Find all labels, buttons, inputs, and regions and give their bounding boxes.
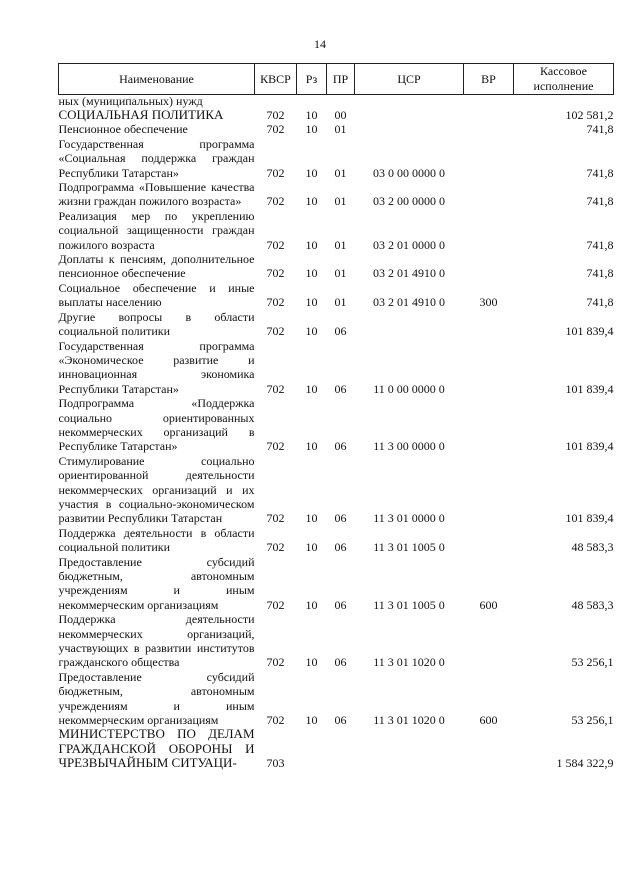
budget-table	[58, 63, 614, 771]
row-kvsr: 702	[266, 540, 285, 555]
row-pr: 01	[334, 165, 347, 180]
row-kvsr: 702	[266, 108, 285, 122]
row-pr: 00	[334, 108, 347, 122]
row-rz: 10	[305, 122, 318, 137]
row-rz: 10	[305, 655, 318, 670]
row-amount: 741,8	[586, 266, 614, 281]
row-amount: 101 839,4	[565, 324, 614, 339]
header-pr: ПР	[327, 64, 355, 95]
row-rz: 10	[305, 237, 318, 252]
row-vr	[464, 727, 514, 770]
row-rz: 10	[305, 540, 318, 555]
row-pr: 01	[334, 237, 347, 252]
row-kvsr: 702	[266, 324, 285, 339]
row-kvsr: 702	[266, 381, 285, 396]
row-name: Подпрограмма «Поддержка социально ориентированных некоммерческих организаций в Республике Татарстан»	[58, 396, 255, 454]
row-name: Реализация мер по укреплению социальной защищенности граждан пожилого возраста	[58, 208, 255, 252]
row-amount: 741,8	[586, 194, 614, 209]
row-kvsr: 702	[266, 237, 285, 252]
table-row	[59, 122, 614, 136]
table-row	[59, 555, 614, 613]
row-amount: 101 839,4	[565, 439, 614, 454]
row-pr: 06	[334, 439, 347, 454]
row-vr	[464, 95, 514, 109]
row-vr	[464, 396, 514, 454]
row-name: МИНИСТЕРСТВО ПО ДЕЛАМ ГРАЖДАНСКОЙ ОБОРОНЫ И ЧРЕЗВЫЧАЙНЫМ СИТУАЦИ-	[58, 726, 255, 771]
row-amount: 102 581,2	[565, 108, 614, 122]
row-rz: 10	[305, 194, 318, 209]
row-pr: 01	[334, 194, 347, 209]
row-amount: 101 839,4	[565, 511, 614, 526]
row-vr	[464, 310, 514, 339]
row-amount: 1 584 322,9	[556, 756, 614, 771]
row-name: Государственная программа «Социальная поддержка граждан Республики Татарстан»	[58, 136, 255, 180]
row-vr: 600	[479, 597, 498, 612]
row-kvsr: 702	[266, 194, 285, 209]
row-pr: 06	[334, 381, 347, 396]
row-amount: 101 839,4	[565, 381, 614, 396]
table-row	[59, 339, 614, 397]
row-pr: 01	[334, 266, 347, 281]
header-rz: Рз	[297, 64, 327, 95]
row-vr	[464, 180, 514, 209]
row-vr	[464, 108, 514, 122]
row-name: Государственная программа «Экономическое развитие и инновационная экономика Республики Татарстан»	[58, 338, 255, 396]
row-name: Предоставление субсидий бюджетным, автономным учреждениям и иным некоммерческим организациям	[58, 554, 255, 612]
table-row	[59, 454, 614, 526]
row-csr: 03 2 01 4910 0	[373, 295, 445, 310]
row-vr	[464, 339, 514, 397]
row-pr	[327, 727, 355, 770]
row-vr	[464, 454, 514, 526]
table-row	[59, 727, 614, 770]
row-pr: 06	[334, 713, 347, 728]
row-vr	[464, 122, 514, 136]
row-kvsr: 702	[266, 295, 285, 310]
row-amount: 741,8	[586, 122, 614, 137]
table-row	[59, 108, 614, 122]
row-name: Социальное обеспечение и иные выплаты населению	[58, 280, 255, 310]
row-amount: 741,8	[586, 295, 614, 310]
row-csr: 03 0 00 0000 0	[373, 165, 445, 180]
row-vr	[464, 526, 514, 555]
row-name: ных (муниципальных) нужд	[58, 94, 203, 108]
row-csr	[355, 95, 464, 109]
row-pr: 06	[334, 655, 347, 670]
header-kvsr: КВСР	[255, 64, 297, 95]
row-rz: 10	[305, 713, 318, 728]
row-rz: 10	[305, 597, 318, 612]
row-rz: 10	[305, 165, 318, 180]
row-vr: 600	[479, 713, 498, 728]
table-row	[59, 281, 614, 310]
row-pr	[327, 95, 355, 109]
row-rz: 10	[305, 439, 318, 454]
row-pr: 01	[334, 295, 347, 310]
row-name: Поддержка деятельности в области социальной политики	[58, 525, 255, 555]
row-amount: 741,8	[586, 237, 614, 252]
row-rz: 10	[305, 295, 318, 310]
row-csr	[355, 108, 464, 122]
table-row	[59, 95, 614, 109]
row-pr: 01	[334, 122, 347, 137]
header-name: Наименование	[59, 64, 255, 95]
row-pr: 06	[334, 324, 347, 339]
row-vr	[464, 252, 514, 281]
row-vr	[464, 137, 514, 180]
table-row	[59, 310, 614, 339]
row-csr: 03 2 00 0000 0	[373, 194, 445, 209]
row-csr: 11 3 01 1020 0	[373, 655, 445, 670]
row-kvsr: 702	[266, 122, 285, 137]
row-pr: 06	[334, 511, 347, 526]
row-amount	[514, 95, 614, 109]
row-name: Стимулирование социально ориентированной деятельности некоммерческих организаций и их участия в социально-экономическом развитии Республики Татарстан	[58, 453, 255, 526]
row-name: Подпрограмма «Повышение качества жизни граждан пожилого возраста»	[58, 180, 255, 209]
row-kvsr: 702	[266, 655, 285, 670]
row-csr	[355, 310, 464, 339]
row-rz	[297, 95, 327, 109]
row-rz	[297, 727, 327, 770]
table-row	[59, 252, 614, 281]
row-rz: 10	[305, 381, 318, 396]
table-row	[59, 396, 614, 454]
row-kvsr: 702	[266, 439, 285, 454]
row-csr: 11 3 01 1020 0	[373, 713, 445, 728]
row-vr	[464, 209, 514, 252]
row-name: Пенсионное обеспечение	[58, 122, 188, 137]
row-csr	[355, 727, 464, 770]
row-kvsr: 702	[266, 511, 285, 526]
row-kvsr	[255, 95, 297, 109]
row-amount: 48 583,3	[571, 540, 614, 555]
row-vr: 300	[479, 295, 498, 310]
row-kvsr: 702	[266, 597, 285, 612]
table-header-row	[59, 64, 614, 95]
row-amount: 53 256,1	[571, 713, 614, 728]
row-csr	[355, 122, 464, 136]
table-row	[59, 137, 614, 180]
page-number: 14	[314, 37, 326, 51]
table-row	[59, 209, 614, 252]
row-csr: 11 3 00 0000 0	[373, 439, 445, 454]
row-name: Поддержка деятельности некоммерческих организаций, участвующих в развитии институтов гражданского общества	[58, 612, 255, 670]
row-amount: 741,8	[586, 165, 614, 180]
table-row	[59, 612, 614, 670]
header-csr: ЦСР	[355, 64, 464, 95]
row-csr: 11 3 01 0000 0	[373, 511, 445, 526]
row-pr: 06	[334, 540, 347, 555]
row-csr: 03 2 01 0000 0	[373, 237, 445, 252]
row-kvsr: 702	[266, 165, 285, 180]
header-vr: ВР	[464, 64, 514, 95]
header-amount: Кассовое исполнение	[514, 64, 614, 95]
table-row	[59, 670, 614, 728]
row-csr: 11 0 00 0000 0	[373, 381, 445, 396]
row-kvsr: 702	[266, 266, 285, 281]
table-row	[59, 180, 614, 209]
row-rz: 10	[305, 324, 318, 339]
row-csr: 11 3 01 1005 0	[373, 597, 445, 612]
table-row	[59, 526, 614, 555]
row-kvsr: 703	[266, 756, 285, 771]
row-vr	[464, 612, 514, 670]
row-kvsr: 702	[266, 713, 285, 728]
row-amount: 48 583,3	[571, 597, 614, 612]
row-name: Доплаты к пенсиям, дополнительное пенсионное обеспечение	[58, 252, 255, 281]
row-name: СОЦИАЛЬНАЯ ПОЛИТИКА	[58, 107, 224, 122]
row-amount: 53 256,1	[571, 655, 614, 670]
row-name: Другие вопросы в области социальной политики	[58, 309, 255, 339]
row-rz: 10	[305, 108, 318, 122]
row-csr: 03 2 01 4910 0	[373, 266, 445, 281]
row-pr: 06	[334, 597, 347, 612]
row-name: Предоставление субсидий бюджетным, автономным учреждениям и иным некоммерческим организациям	[58, 669, 255, 728]
row-csr: 11 3 01 1005 0	[373, 540, 445, 555]
row-rz: 10	[305, 511, 318, 526]
row-rz: 10	[305, 266, 318, 281]
